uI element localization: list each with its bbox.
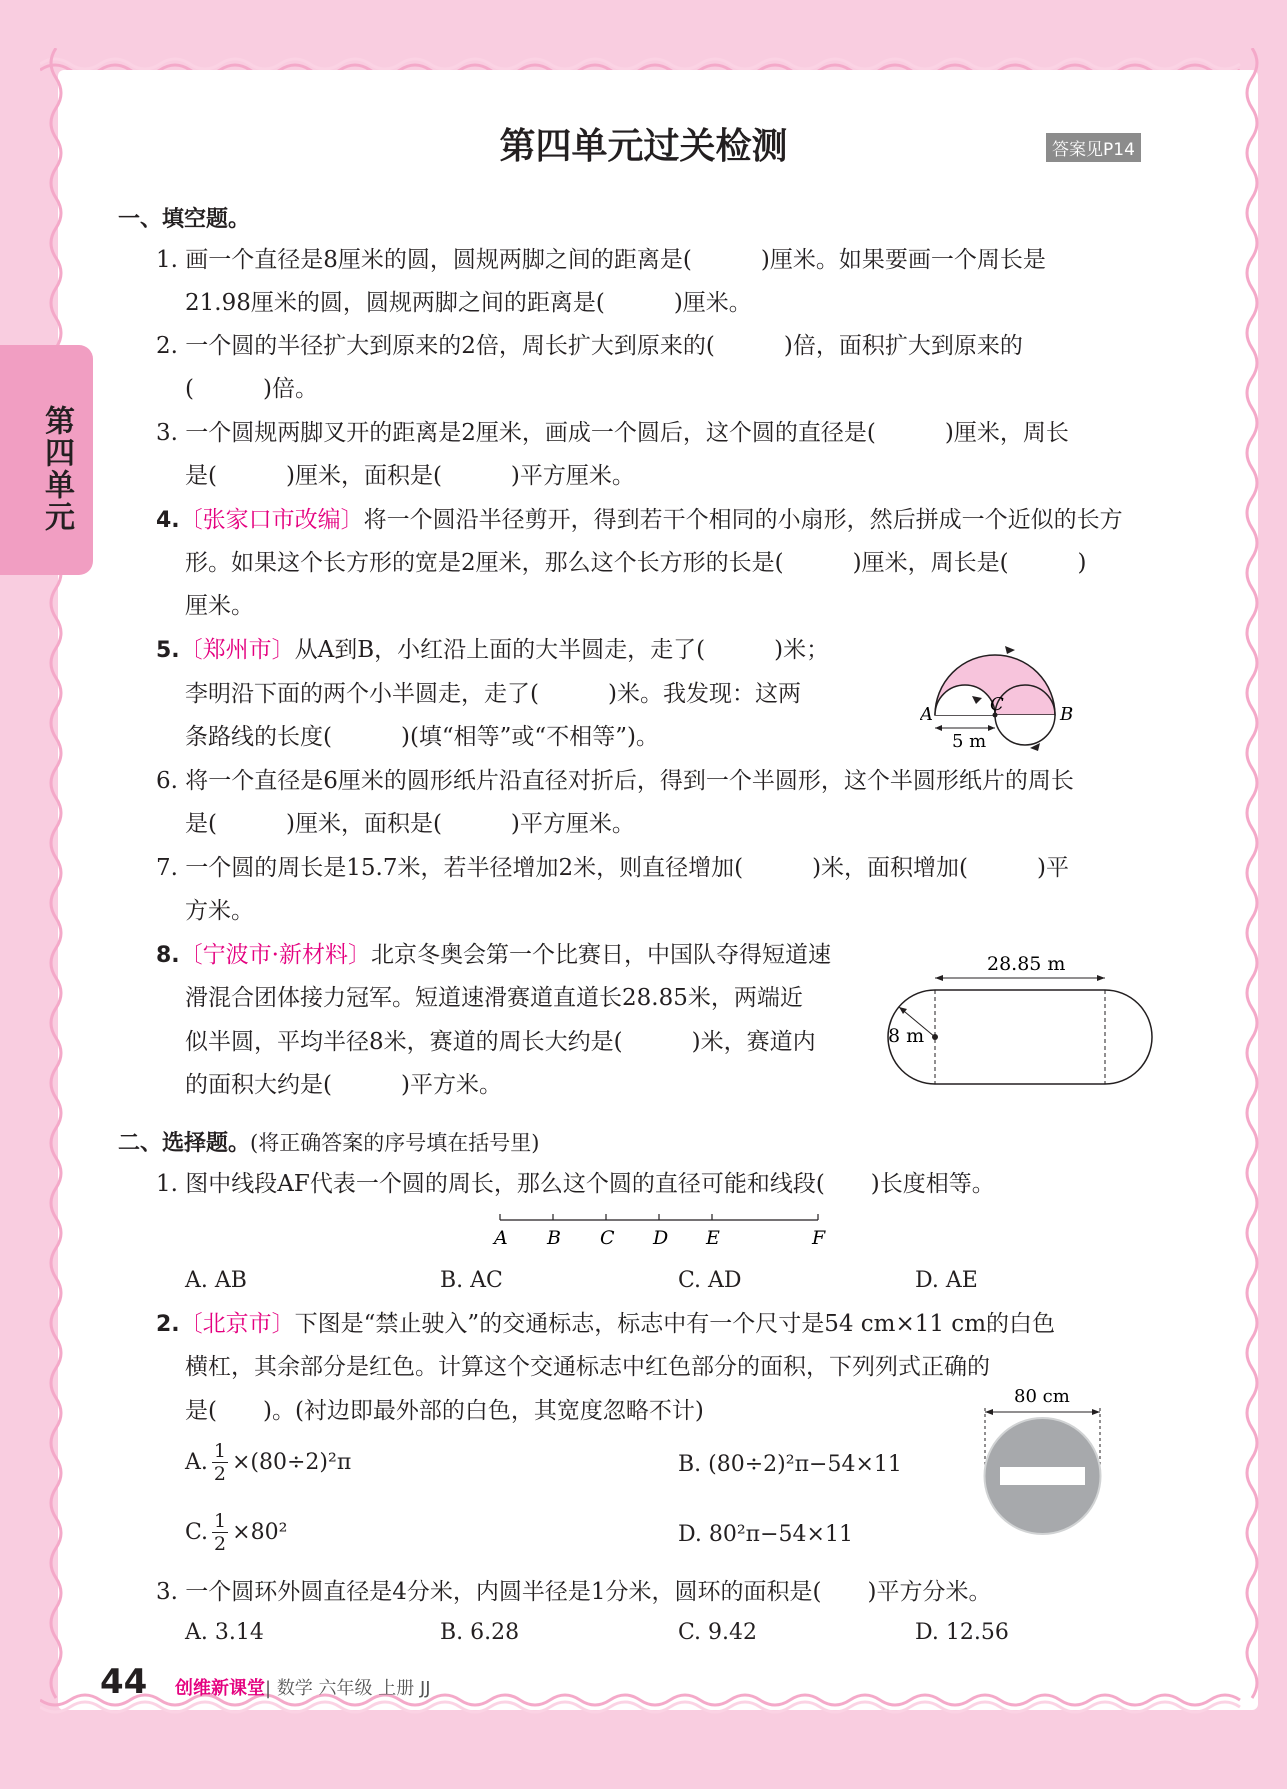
semicircle-path-figure — [920, 640, 1090, 760]
option-c-rest: ×80² — [232, 1520, 288, 1545]
no-entry-sign-figure — [978, 1384, 1108, 1544]
choice-q3-option-d: D. 12.56 — [915, 1620, 1009, 1645]
q4-line1-text: 将一个圆沿半径剪开，得到若干个相同的小扇形，然后拼成一个近似的长方 — [363, 507, 1123, 533]
choice-q2-line1 — [156, 1309, 1055, 1340]
fraction-half-c — [212, 1510, 228, 1555]
q6-line2: 是( )厘米，面积是( )平方厘米。 — [185, 811, 635, 837]
choice-q2-option-d: D. 80²π−54×11 — [678, 1522, 853, 1547]
q6-line1: 6. 将一个直径是6厘米的圆形纸片沿直径对折后，得到一个半圆形，这个半圆形纸片的周长 — [156, 768, 1074, 794]
q8-line3: 似半圆，平均半径8米，赛道的周长大约是( )米，赛道内 — [185, 1029, 816, 1055]
choice-q2-option-a — [185, 1440, 351, 1485]
section-choice-note: (将正确答案的序号填在括号里) — [250, 1131, 540, 1155]
choice-q1: 1. 图中线段AF代表一个圆的周长，那么这个圆的直径可能和线段( )长度相等。 — [156, 1171, 995, 1197]
q8-number: 8. — [156, 943, 180, 968]
choice-q1-option-a: A. AB — [185, 1268, 247, 1293]
q3-line2: 是( )厘米，面积是( )平方厘米。 — [185, 463, 635, 489]
track-length-label: 28.85 m — [987, 953, 1066, 975]
fraction-half-a — [212, 1440, 228, 1485]
q3-line1: 3. 一个圆规两脚叉开的距离是2厘米，画成一个圆后，这个圆的直径是( )厘米，周长 — [156, 420, 1069, 446]
segment-label-b: B — [547, 1227, 561, 1249]
q4-source: 〔张家口市改编〕 — [179, 507, 364, 533]
choice-q1-option-c: C. AD — [678, 1268, 742, 1293]
option-c-prefix: C. — [185, 1520, 209, 1545]
choice-q2-option-b: B. (80÷2)²π−54×11 — [678, 1452, 902, 1477]
point-a-label: A — [920, 704, 933, 725]
unit-side-tab-label: 第四单元 — [39, 405, 74, 533]
choice-q3-option-b: B. 6.28 — [440, 1620, 520, 1645]
fraction-denominator: 2 — [213, 1463, 226, 1485]
section-fill-in-heading: 一、填空题。 — [118, 207, 251, 232]
q2-line2: ( )倍。 — [185, 376, 318, 402]
q5-source: 〔郑州市〕 — [179, 637, 295, 663]
q7-line2: 方米。 — [185, 898, 254, 924]
choice-q3-option-c: C. 9.42 — [678, 1620, 758, 1645]
q8-source: 〔宁波市·新材料〕 — [179, 942, 371, 968]
track-radius-label: 8 m — [888, 1025, 925, 1047]
choice-q1-option-b: B. AC — [440, 1268, 503, 1293]
option-a-prefix: A. — [185, 1450, 208, 1475]
unit-side-tab — [0, 345, 93, 575]
q5-line2: 李明沿下面的两个小半圆走，走了( )米。我发现：这两 — [185, 681, 801, 707]
footer-separator: | — [265, 1678, 272, 1699]
fraction-numerator: 1 — [213, 1440, 226, 1462]
wavy-border-left — [44, 48, 64, 1708]
q8-line2: 滑混合团体接力冠军。短道速滑赛道直道长28.85米，两端近 — [185, 985, 803, 1011]
choice-q2-option-c — [185, 1510, 287, 1555]
segment-label-e: E — [706, 1227, 720, 1249]
choice-q2-line2: 横杠，其余部分是红色。计算这个交通标志中红色部分的面积，下列列式正确的 — [185, 1354, 990, 1380]
footer-brand — [175, 1674, 431, 1700]
q1-line2: 21.98厘米的圆，圆规两脚之间的距离是( )厘米。 — [185, 290, 752, 316]
segment-label-a: A — [494, 1227, 508, 1249]
page-title: 第四单元过关检测 — [499, 126, 788, 167]
sign-dimension-label: 80 cm — [1014, 1386, 1070, 1407]
fraction-denominator: 2 — [214, 1533, 227, 1555]
segment-af-figure — [482, 1210, 832, 1254]
q8-line4: 的面积大约是( )平方米。 — [185, 1072, 502, 1098]
page-number: 44 — [100, 1662, 148, 1702]
choice-q1-option-d: D. AE — [915, 1268, 978, 1293]
semicircle-dimension-label: 5 m — [952, 731, 987, 752]
answer-reference-badge: 答案见P14 — [1046, 133, 1141, 162]
option-a-rest: ×(80÷2)²π — [231, 1450, 352, 1475]
choice-q2-line1-text: 下图是“禁止驶入”的交通标志，标志中有一个尺寸是54 cm×11 cm的白色 — [294, 1311, 1055, 1337]
point-b-label: B — [1060, 704, 1074, 725]
footer-brand-name: 创维新课堂 — [175, 1678, 265, 1699]
choice-q2-source: 〔北京市〕 — [179, 1311, 295, 1337]
segment-label-d: D — [653, 1227, 669, 1249]
q4-number: 4. — [156, 508, 180, 533]
section-choice-title: 二、选择题。 — [118, 1131, 251, 1156]
q5-line1-text: 从A到B，小红沿上面的大半圆走，走了( )米； — [294, 637, 830, 663]
point-c-label: C — [990, 694, 1004, 715]
footer-book-info: 数学 六年级 上册 JJ — [276, 1678, 431, 1699]
choice-q3: 3. 一个圆环外圆直径是4分米，内圆半径是1分米，圆环的面积是( )平方分米。 — [156, 1579, 992, 1605]
segment-label-f: F — [812, 1227, 826, 1249]
q5-line3: 条路线的长度( )(填“相等”或“不相等”)。 — [185, 724, 659, 750]
q4-line2: 形。如果这个长方形的宽是2厘米，那么这个长方形的长是( )厘米，周长是( ) — [185, 550, 1087, 576]
q8-line1 — [156, 940, 831, 971]
q2-line1: 2. 一个圆的半径扩大到原来的2倍，周长扩大到原来的( )倍，面积扩大到原来的 — [156, 333, 1023, 359]
q1-line1: 1. 画一个直径是8厘米的圆，圆规两脚之间的距离是( )厘米。如果要画一个周长是 — [156, 247, 1046, 273]
q7-line1: 7. 一个圆的周长是15.7米，若半径增加2米，则直径增加( )米，面积增加( )平 — [156, 855, 1069, 881]
q4-line3: 厘米。 — [185, 593, 254, 619]
wavy-border-right — [1244, 48, 1264, 1708]
speed-skating-track-figure — [880, 950, 1160, 1090]
choice-q2-line3: 是( )。(衬边即最外部的白色，其宽度忽略不计) — [185, 1398, 704, 1424]
q5-number: 5. — [156, 638, 180, 663]
q4-line1 — [156, 505, 1123, 536]
q8-line1-text: 北京冬奥会第一个比赛日，中国队夺得短道速 — [370, 942, 831, 968]
section-choice-heading — [118, 1126, 539, 1157]
choice-q2-number: 2. — [156, 1312, 180, 1337]
segment-label-c: C — [600, 1227, 615, 1249]
q5-line1 — [156, 635, 829, 666]
fraction-numerator: 1 — [214, 1510, 227, 1532]
choice-q3-option-a: A. 3.14 — [185, 1620, 264, 1645]
